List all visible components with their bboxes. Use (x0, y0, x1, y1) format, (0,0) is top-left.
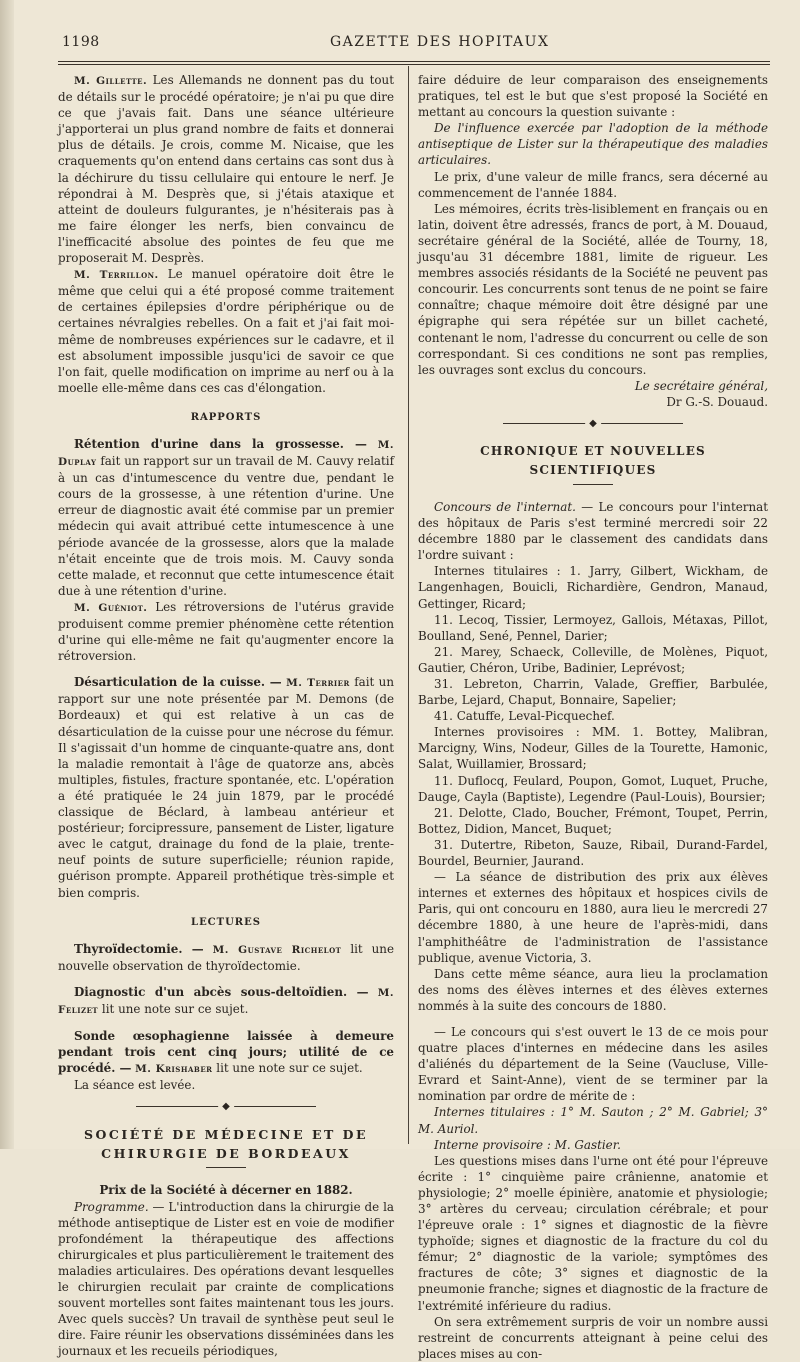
list-provisoires-21: 21. Delotte, Clado, Boucher, Frémont, Toupet, Perrin, Bottez, Didion, Mancet, Buquet; (418, 805, 768, 836)
right-column (418, 72, 768, 1362)
header-rule-top (58, 61, 770, 62)
paragraph-questions: Les questions mises dans l'urne ont été pour l'épreuve écrite : 1° cinquième paire crânienne, anatomie et physiologie; 2° moelle épinière, anatomie et physiologie; 3° artères du cerveau; circulation cérébrale; et pour l'épreuve orale : 1° signes et diagnostic de la fièvre typhoïde; signes et diagnostic de la fracture du col du fémur; 2° diagnostic de la variole; symptômes des fractures de côte; 3° signes et diagnostic de la pneumonie franche; signes et diagnostic de la fracture de l'extrémité inférieure du radius. (418, 1153, 768, 1313)
interne-provisoire-asiles: Interne provisoire : M. Gastier. (434, 1137, 621, 1152)
list-provisoires-31: 31. Dutertre, Ribeton, Sauze, Ribail, Durand-Fardel, Bourdel, Beurnier, Jaurand. (418, 837, 768, 869)
paragraph-gillette: M. Gillette. Les Allemands ne donnent pas du tout de détails sur le procédé opératoire; je n'ai pu que dire ce que j'avais fait. Dans une séance ultérieure j'apporterai un plus grand nombre de faits et donnerai plus de détails. Je crois, comme M. Nicaise, que les craquements qu'on entend dans certains cas sont dus à la déchirure du tissu cellulaire qui entoure le nerf. Je répondrai à M. Desprès que, si j'étais ataxique et atteint de douleurs fulgurantes, je n'hésiterais pas à me faire élonger les nerfs, bien convaincu de l'inefficacité absolue des pointes de feu que me proposerait M. Desprès. (58, 73, 394, 266)
journal-title: GAZETTE DES HOPITAUX (330, 34, 550, 50)
paragraph-memoires: Les mémoires, écrits très-lisiblement en français ou en latin, doivent être adressés, francs de port, à M. Douaud, secrétaire général de la Société, allée de Tourny, 18, jusqu'au 31 décembre 1881, limite de rigueur. Les membres associés résidants de la Société ne peuvent pas concourir. Les concurrents sont tenus de ne point se faire connaître; chaque mémoire doit être désigné par une épigraphe qui sera répétée sur un billet cacheté, contenant le nom, l'adresse du concurrent ou celle de son correspondant. Si ces conditions ne sont pas remplies, les ouvrages sont exclus du concours. (418, 201, 768, 377)
list-titulaires-1: Internes titulaires : 1. Jarry, Gilbert, Wickham, de Langenhagen, Bouicli, Richardière, Gendron, Manaud, Gettinger, Ricard; (418, 564, 768, 611)
prix-title: Prix de la Société à décerner en 1882. (99, 1183, 353, 1198)
paragraph-surpris: On sera extrêmement surpris de voir un nombre aussi restreint de concurrents atteignant à peine celui des places mises au con- (418, 1314, 768, 1361)
internes-titulaires-asiles: Internes titulaires : 1° M. Sauton ; 2° M. Gabriel; 3° M. Auriol. (418, 1105, 768, 1136)
paragraph-desarticulation: Désarticulation de la cuisse. — M. Terrier fait un rapport sur une note présentée par M. Demons (de Bordeaux) et qui est relative à un cas de désarticulation de la cuisse pour une nécrose du fémur. Il s'agissait d'un homme de cinquante-quatre ans, dont la maladie remontait à l'âge de quatorze ans, abcès multiples, fistules, fracture spontanée, etc. L'opération a été pratiquée le 24 juin 1879, par le procédé classique de Béclard, à lambeau antérieur et postérieur; forcipressure, pansement de Lister, ligature avec le catgut, drainage du fond de la plaie, trente-neuf points de suture superficielle; réunion rapide, guérison prompte. Appareil prothétique très-simple et bien compris. (58, 675, 394, 900)
list-titulaires-41: 41. Catuffe, Leval-Picquechef. (434, 709, 615, 724)
paragraph-distribution-prix: — La séance de distribution des prix aux élèves internes et externes des hôpitaux et hospices civils de Paris, qui ont concouru en 1880, aura lieu le mercredi 27 décembre 1880, à une heure de l'après-midi, dans l'amphithéâtre de l'administration de l'assistance publique, avenue Victoria, 3. (418, 870, 768, 965)
page-header (62, 34, 770, 60)
paragraph-retention: Rétention d'urine dans la grossesse. — M. Duplay fait un rapport sur un travail de M. Cauvy relatif à un cas d'intumescence du ventre due, pendant le cours de la grossesse, à une rétention d'urine. Une erreur de diagnostic avait été commise par un premier médecin qui avait attribué cette intumescence à une période avancée de la grossesse, alors que la malade n'était enceinte que de trois mois. M. Cauvy sonda cette malade, et reconnut que cette intumescence était due à une rétention d'urine. (58, 436, 394, 598)
list-provisoires-11: 11. Duflocq, Feulard, Poupon, Gomot, Luquet, Pruche, Dauge, Cayla (Baptiste), Legendre (Paul-Louis), Boursier; (418, 773, 768, 804)
header-rule-bottom (58, 64, 770, 65)
section-ornament-right: ◆ (503, 418, 683, 430)
paragraph-seance-levee: La séance est levée. (74, 1078, 196, 1093)
short-rule (206, 1167, 246, 1168)
paragraph-gueniot: M. Guéniot. Les rétroversions de l'utérus gravide produisent comme premier phénomène cette rétention d'urine qui elle-même ne fait qu'augmenter encore la rétroversion. (58, 599, 394, 664)
section-ornament: ◆ (136, 1101, 316, 1113)
paragraph-abces: Diagnostic d'un abcès sous-deltoïdien. — M. Felizet lit une note sur ce sujet. (58, 984, 394, 1016)
list-titulaires-21: 21. Marey, Schaeck, Colleville, de Molènes, Piquot, Gautier, Chéron, Uribe, Badinier, Leprévost; (418, 644, 768, 675)
column-divider (408, 66, 409, 1144)
section-rapports: RAPPORTS (190, 411, 262, 423)
signature-name: Dr G.-S. Douaud. (666, 394, 768, 409)
list-provisoires-1: Internes provisoires : MM. 1. Bottey, Malibran, Marcigny, Wins, Nodeur, Gilles de la Tourette, Hamonic, Salat, Wuillamier, Brossard; (418, 725, 768, 772)
paragraph-but: faire déduire de leur comparaison des enseignements pratiques, tel est le but que s'est proposé la Société en mettant au concours la question suivante : (418, 73, 768, 120)
section-societe-bordeaux: SOCIÉTÉ DE MÉDECINE ET DE CHIRURGIE DE BORDEAUX (83, 1127, 369, 1162)
section-lectures: LECTURES (191, 916, 261, 928)
section-chronique: CHRONIQUE ET NOUVELLES SCIENTIFIQUES (480, 443, 706, 477)
paragraph-asiles: — Le concours qui s'est ouvert le 13 de ce mois pour quatre places d'internes en médecine dans les asiles d'aliénés du département de la Seine (Vaucluse, Ville-Evrard et Saint-Anne), vient de se terminer par la nomination par ordre de mérite de : (418, 1024, 768, 1104)
list-titulaires-11: 11. Lecoq, Tissier, Lermoyez, Gallois, Métaxas, Pillot, Boulland, Sené, Pennel, Darier; (418, 612, 768, 643)
paragraph-sonde: Sonde œsophagienne laissée à demeure pendant trois cent cinq jours; utilité de ce procédé. — M. Krishaber lit une note sur ce sujet. (58, 1029, 394, 1076)
paragraph-programme: Programme. — L'introduction dans la chirurgie de la méthode antiseptique de Lister est en voie de modifier profondément la thérapeutique des affections chirurgicales et plus particulièrement le traitement des maladies articulaires. Des opérations devant lesquelles le chirurgien reculait par crainte de complications souvent mortelles sont faites maintenant tous les jours. Avec quels succès? Un travail de synthèse peut seul le dire. Faire réunir les observations disséminées dans les journaux et les recueils périodiques, (58, 1199, 394, 1359)
left-column (58, 72, 394, 1359)
paragraph-proclamation: Dans cette même séance, aura lieu la proclamation des noms des élèves internes et des élèves externes nommés à la suite des concours de 1880. (418, 966, 768, 1013)
page-edge-shadow (0, 0, 14, 1149)
paragraph-thyroidectomie: Thyroïdectomie. — M. Gustave Richelot lit une nouvelle observation de thyroïdectomie. (58, 941, 394, 973)
page-number: 1198 (62, 34, 100, 50)
paragraph-terrillon: M. Terrillon. Le manuel opératoire doit être le même que celui qui a été proposé comme traitement de certaines épilepsies d'ordre périphérique ou de certaines névralgies rebelles. On a fait et j'ai fait moi-même de nombreuses expériences sur le cadavre, et il est absolument impossible jusqu'ici de savoir ce que l'on fait, quelle modification on imprime au nerf ou à la moelle elle-même dans ces cas d'élongation. (58, 267, 394, 395)
signature-title: Le secrétaire général, (634, 378, 768, 393)
paragraph-concours-internat: Concours de l'internat. — Le concours pour l'internat des hôpitaux de Paris s'est terminé mercredi soir 22 décembre 1880 par le classement des candidats dans l'ordre suivant : (418, 499, 768, 563)
question-concours: De l'influence exercée par l'adoption de la méthode antiseptique de Lister sur la thérapeutique des maladies articulaires. (418, 121, 768, 168)
short-rule-right (573, 484, 613, 485)
list-titulaires-31: 31. Lebreton, Charrin, Valade, Greffier, Barbulée, Barbe, Lejard, Chaput, Bonnaire, Sapelier; (418, 677, 768, 708)
paragraph-prix: Le prix, d'une valeur de mille francs, sera décerné au commencement de l'année 1884. (418, 169, 768, 200)
